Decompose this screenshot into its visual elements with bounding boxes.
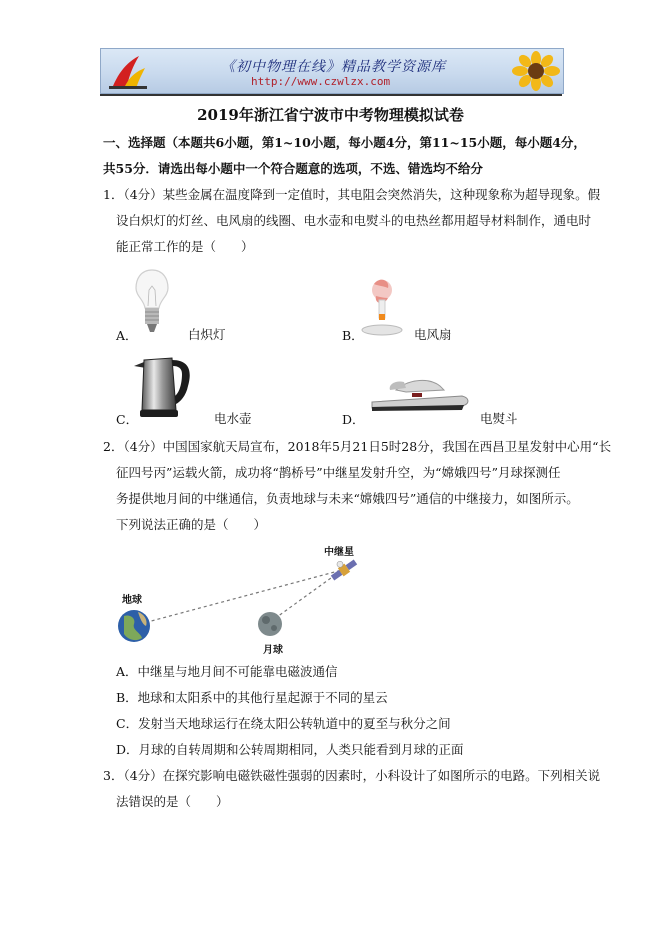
q2-option-d[interactable]: D．月球的自转周期和公转周期相同，人类只能看到月球的正面: [116, 742, 464, 757]
q2-option-b[interactable]: B．地球和太阳系中的其他行星起源于不同的星云: [116, 690, 388, 705]
q1-option-a-letter[interactable]: A．: [116, 328, 138, 343]
q2-line1: 2．（4分）中国国家航天局宣布，2018年5月21日5时28分，我国在西昌卫星发射中心用“长: [103, 439, 612, 454]
section-heading-line1: 一、选择题（本题共6小题，第1~10小题，每小题4分，第11~15小题，每小题4分，: [103, 135, 586, 150]
moon-label: 月球: [263, 645, 283, 656]
q1-option-c-letter[interactable]: C．: [116, 412, 139, 427]
moon-icon: [258, 612, 282, 636]
electric-fan-icon: [360, 276, 406, 338]
q1-option-b-caption: 电风扇: [414, 327, 452, 342]
header-rule: [100, 94, 562, 96]
electric-iron-icon: [366, 376, 476, 414]
header-banner: [100, 48, 564, 94]
q1-line1: 1．（4分）某些金属在温度降到一定值时，其电阻会突然消失，这种现象称为超导现象。假: [103, 187, 601, 202]
q2-line3: 务提供地月间的中继通信，负责地球与未来“嫦娥四号”通信的中继接力，如图所示。: [116, 491, 579, 506]
q3-line2: 法错误的是（ ）: [116, 794, 229, 809]
q1-option-c-caption: 电水壶: [214, 411, 252, 426]
q3-line1: 3．（4分）在探究影响电磁铁磁性强弱的因素时，小科设计了如图所示的电路。下列相关说: [103, 768, 601, 783]
logo-icon: [105, 52, 151, 90]
relay-satellite-label: 中继星: [324, 547, 354, 558]
electric-kettle-icon: [132, 352, 194, 420]
q2-option-a[interactable]: A．中继星与地月间不可能靠电磁波通信: [116, 664, 338, 679]
q2-line4: 下列说法正确的是（ ）: [116, 517, 267, 532]
banner-title: 《初中物理在线》精品教学资源库: [221, 59, 446, 75]
q1-option-b-letter[interactable]: B．: [342, 328, 364, 343]
earth-icon: [118, 610, 150, 642]
page-title: 2019年浙江省宁波市中考物理模拟试卷: [197, 106, 464, 124]
q1-line2: 设白炽灯的灯丝、电风扇的线圈、电水壶和电熨斗的电热丝都用超导材料制作，通电时: [116, 213, 592, 228]
q1-option-a-caption: 白炽灯: [188, 327, 226, 342]
sunflower-icon: [511, 51, 561, 91]
relay-satellite-icon: [327, 554, 359, 582]
earth-label: 地球: [122, 595, 142, 606]
q1-option-d-letter[interactable]: D．: [342, 412, 365, 427]
q2-line2: 征四号丙”运载火箭，成功将“鹊桥号”中继星发射升空，为“嫦娥四号”月球探测任: [116, 465, 561, 480]
q1-option-d-caption: 电熨斗: [480, 411, 518, 426]
q1-line3: 能正常工作的是（ ）: [116, 239, 254, 254]
banner-url[interactable]: http://www.czwlzx.com: [251, 75, 391, 88]
light-bulb-icon: [134, 268, 170, 336]
q2-option-c[interactable]: C．发射当天地球运行在绕太阳公转轨道中的夏至与秋分之间: [116, 716, 451, 731]
earth-moon-relay-diagram: [110, 540, 380, 660]
section-heading-line2: 共55分．请选出每小题中一个符合题意的选项，不选、错选均不给分: [103, 161, 483, 176]
